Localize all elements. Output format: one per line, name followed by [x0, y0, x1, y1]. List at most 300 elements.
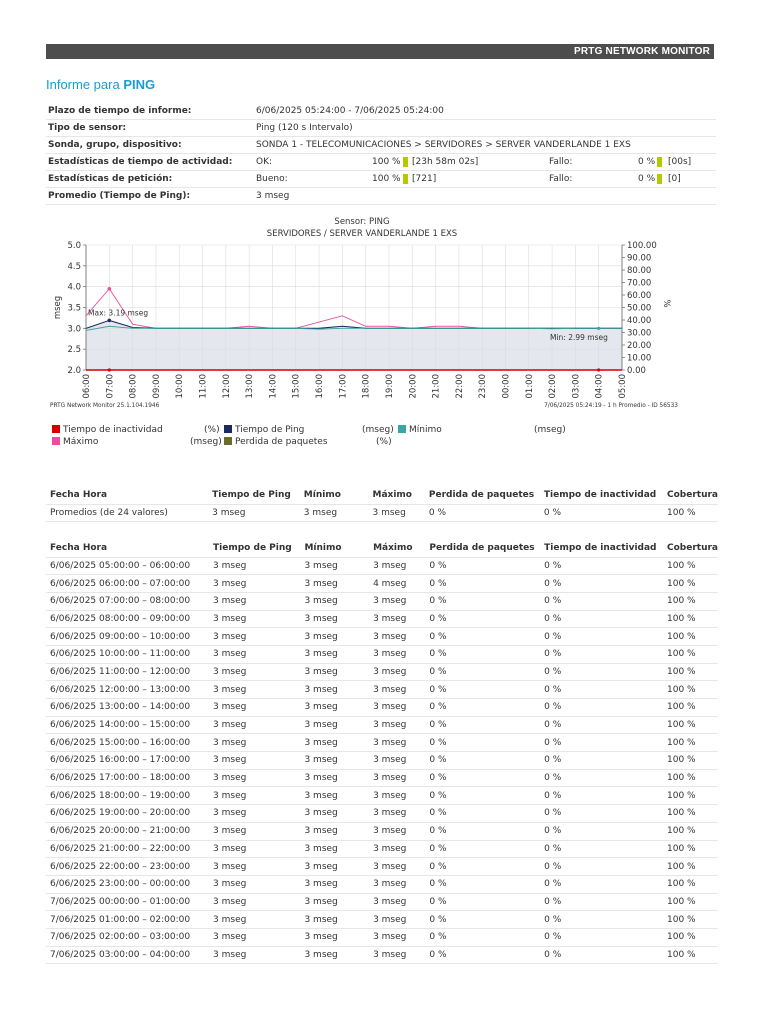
path-label: Sonda, grupo, dispositivo: — [48, 140, 182, 150]
chart-xtick-label: 11:00 — [198, 374, 209, 399]
table-cell: 3 mseg — [369, 699, 425, 717]
table-cell: 6/06/2025 14:00:00 – 15:00:00 — [46, 716, 209, 734]
table-cell: 0 % — [425, 592, 540, 610]
table-cell: 3 mseg — [300, 575, 369, 593]
table-cell: 3 mseg — [209, 610, 300, 628]
table-row — [46, 628, 718, 646]
table-cell: 100 % — [663, 557, 718, 575]
chart-point-downtime — [597, 368, 600, 371]
chart-xtick-label: 14:00 — [268, 374, 279, 399]
legend-swatch-packet-loss — [224, 437, 232, 445]
table-cell: 6/06/2025 07:00:00 – 08:00:00 — [46, 592, 209, 610]
chart-xtick-label: 20:00 — [408, 374, 419, 399]
summary-cell: 3 mseg — [208, 504, 300, 522]
legend-label-downtime: Tiempo de inactividad — [63, 425, 163, 435]
table-row — [46, 893, 718, 911]
info-row-requests — [46, 171, 716, 188]
chart-subtitle: SERVIDORES / SERVER VANDERLANDE 1 EXS — [266, 229, 458, 239]
summary-cell: 0 % — [540, 504, 663, 522]
uptime-fail-pct-wrap — [638, 154, 662, 171]
table-cell: 3 mseg — [369, 769, 425, 787]
summary-col-header: Cobertura — [663, 487, 718, 504]
table-cell: 3 mseg — [209, 787, 300, 805]
table-cell: 6/06/2025 12:00:00 – 13:00:00 — [46, 681, 209, 699]
hourly-col-header: Tiempo de Ping — [209, 540, 300, 557]
table-cell: 6/06/2025 20:00:00 – 21:00:00 — [46, 822, 209, 840]
table-cell: 100 % — [663, 787, 718, 805]
table-row — [46, 769, 718, 787]
request-good-pct: 100 % — [372, 174, 401, 184]
table-cell: 6/06/2025 17:00:00 – 18:00:00 — [46, 769, 209, 787]
table-cell: 0 % — [425, 946, 540, 964]
table-cell: 3 mseg — [300, 663, 369, 681]
table-cell: 6/06/2025 23:00:00 – 00:00:00 — [46, 875, 209, 893]
table-cell: 0 % — [425, 840, 540, 858]
table-cell: 3 mseg — [209, 858, 300, 876]
table-cell: 100 % — [663, 893, 718, 911]
table-cell: 100 % — [663, 681, 718, 699]
chart-point-downtime — [108, 368, 111, 371]
table-row — [46, 787, 718, 805]
hourly-header-row — [46, 540, 718, 557]
table-cell: 3 mseg — [300, 875, 369, 893]
table-cell: 3 mseg — [209, 928, 300, 946]
uptime-label: Estadísticas de tiempo de actividad: — [48, 157, 233, 167]
chart-ylabel-right: % — [661, 299, 671, 308]
table-cell: 0 % — [425, 575, 540, 593]
legend-item-packet-loss — [224, 437, 328, 447]
chart-ytick-right-label: 90.00 — [627, 253, 652, 264]
table-cell: 0 % — [540, 893, 663, 911]
table-cell: 0 % — [425, 805, 540, 823]
table-row — [46, 822, 718, 840]
table-cell: 0 % — [540, 840, 663, 858]
chart-footer-right: 7/06/2025 05:24:19 - 1 h Promedio - ID 56533 — [544, 403, 678, 409]
table-cell: 100 % — [663, 752, 718, 770]
table-row — [46, 699, 718, 717]
table-row — [46, 911, 718, 929]
table-cell: 3 mseg — [209, 875, 300, 893]
table-cell: 6/06/2025 11:00:00 – 12:00:00 — [46, 663, 209, 681]
table-row — [46, 557, 718, 575]
table-cell: 0 % — [540, 911, 663, 929]
table-cell: 3 mseg — [209, 575, 300, 593]
period-label: Plazo de tiempo de informe: — [48, 106, 192, 116]
table-row — [46, 875, 718, 893]
table-cell: 3 mseg — [209, 805, 300, 823]
chart-point-ping-max — [108, 319, 112, 323]
chart-footer-left: PRTG Network Monitor 25.1.104.1946 — [50, 403, 160, 409]
table-row — [46, 592, 718, 610]
uptime-fail-bar — [657, 157, 662, 167]
chart-xtick-label: 17:00 — [338, 374, 349, 399]
table-cell: 100 % — [663, 875, 718, 893]
table-cell: 3 mseg — [369, 592, 425, 610]
chart-xtick-label: 12:00 — [221, 374, 232, 399]
table-cell: 3 mseg — [300, 840, 369, 858]
summary-col-header: Tiempo de inactividad — [540, 487, 663, 504]
table-cell: 6/06/2025 06:00:00 – 07:00:00 — [46, 575, 209, 593]
table-cell: 0 % — [425, 628, 540, 646]
table-cell: 3 mseg — [369, 840, 425, 858]
table-cell: 3 mseg — [300, 592, 369, 610]
legend-item-ping — [224, 425, 304, 435]
summary-cell: 3 mseg — [368, 504, 424, 522]
chart-ytick-right-label: 40.00 — [627, 316, 652, 326]
table-cell: 100 % — [663, 822, 718, 840]
legend-unit-downtime: (%) — [204, 425, 220, 435]
chart-ytick-label: 3.0 — [67, 324, 81, 335]
table-cell: 3 mseg — [209, 645, 300, 663]
table-cell: 3 mseg — [369, 911, 425, 929]
table-cell: 6/06/2025 10:00:00 – 11:00:00 — [46, 645, 209, 663]
table-cell: 0 % — [540, 858, 663, 876]
hourly-col-header: Tiempo de inactividad — [540, 540, 663, 557]
table-cell: 3 mseg — [369, 787, 425, 805]
summary-row — [46, 504, 718, 522]
legend-label-ping: Tiempo de Ping — [235, 425, 305, 435]
chart-ytick-right-label: 80.00 — [627, 266, 652, 276]
request-fail-pct-wrap — [638, 171, 662, 188]
table-cell: 0 % — [425, 752, 540, 770]
report-title — [46, 77, 155, 92]
legend-swatch-max — [52, 437, 60, 445]
table-cell: 0 % — [540, 716, 663, 734]
chart-ytick-label: 5.0 — [67, 241, 81, 251]
hourly-col-header: Perdida de paquetes — [425, 540, 540, 557]
table-cell: 3 mseg — [369, 822, 425, 840]
chart-xtick-label: 09:00 — [151, 374, 162, 399]
table-cell: 100 % — [663, 699, 718, 717]
table-cell: 3 mseg — [209, 946, 300, 964]
request-fail-label: Fallo: — [549, 174, 573, 184]
table-cell: 100 % — [663, 610, 718, 628]
table-cell: 0 % — [425, 716, 540, 734]
table-cell: 6/06/2025 19:00:00 – 20:00:00 — [46, 805, 209, 823]
table-cell: 0 % — [425, 911, 540, 929]
table-cell: 100 % — [663, 769, 718, 787]
table-row — [46, 928, 718, 946]
table-cell: 7/06/2025 01:00:00 – 02:00:00 — [46, 911, 209, 929]
table-cell: 3 mseg — [369, 752, 425, 770]
hourly-col-header: Mínimo — [300, 540, 369, 557]
table-row — [46, 805, 718, 823]
uptime-fail-label: Fallo: — [549, 157, 573, 167]
chart-ytick-right-label: 20.00 — [627, 341, 652, 351]
avg-label: Promedio (Tiempo de Ping): — [48, 191, 191, 201]
table-cell: 0 % — [540, 875, 663, 893]
table-cell: 3 mseg — [209, 716, 300, 734]
table-cell: 3 mseg — [369, 716, 425, 734]
table-cell: 100 % — [663, 575, 718, 593]
table-cell: 0 % — [425, 787, 540, 805]
chart-point-min — [597, 327, 600, 330]
chart-ytick-label: 2.0 — [67, 366, 81, 376]
period-value: 6/06/2025 05:24:00 - 7/06/2025 05:24:00 — [256, 106, 444, 116]
hourly-table — [46, 540, 718, 964]
table-cell: 7/06/2025 02:00:00 – 03:00:00 — [46, 928, 209, 946]
table-row — [46, 610, 718, 628]
table-cell: 3 mseg — [209, 893, 300, 911]
table-cell: 3 mseg — [300, 716, 369, 734]
table-cell: 0 % — [425, 681, 540, 699]
hourly-col-header: Máximo — [369, 540, 425, 557]
table-cell: 0 % — [540, 752, 663, 770]
table-cell: 0 % — [540, 699, 663, 717]
chart-xtick-label: 07:00 — [105, 374, 116, 399]
request-fail-count: [0] — [668, 174, 681, 184]
table-cell: 0 % — [540, 663, 663, 681]
request-fail-pct: 0 % — [638, 174, 656, 184]
table-cell: 3 mseg — [369, 928, 425, 946]
chart-xtick-label: 19:00 — [384, 374, 395, 399]
chart-xtick-label: 23:00 — [478, 374, 489, 399]
legend-swatch-ping — [224, 425, 232, 433]
table-cell: 3 mseg — [209, 681, 300, 699]
chart-point-max — [108, 287, 112, 291]
table-cell: 3 mseg — [300, 787, 369, 805]
summary-col-header: Fecha Hora — [46, 487, 208, 504]
summary-col-header: Máximo — [368, 487, 424, 504]
table-cell: 3 mseg — [300, 557, 369, 575]
uptime-fail-time: [00s] — [668, 157, 692, 167]
table-row — [46, 734, 718, 752]
chart-xtick-label: 00:00 — [501, 374, 512, 399]
table-cell: 3 mseg — [209, 752, 300, 770]
table-row — [46, 946, 718, 964]
table-cell: 3 mseg — [300, 610, 369, 628]
table-cell: 3 mseg — [209, 840, 300, 858]
table-cell: 0 % — [425, 893, 540, 911]
chart-xtick-label: 22:00 — [454, 374, 465, 399]
table-cell: 0 % — [425, 699, 540, 717]
table-cell: 3 mseg — [300, 628, 369, 646]
table-cell: 6/06/2025 15:00:00 – 16:00:00 — [46, 734, 209, 752]
table-cell: 3 mseg — [300, 805, 369, 823]
table-cell: 3 mseg — [369, 645, 425, 663]
table-cell: 3 mseg — [369, 946, 425, 964]
info-row-average — [46, 188, 716, 205]
table-cell: 3 mseg — [209, 592, 300, 610]
table-cell: 6/06/2025 18:00:00 – 19:00:00 — [46, 787, 209, 805]
chart-ytick-right-label: 100.00 — [627, 241, 657, 251]
table-cell: 100 % — [663, 928, 718, 946]
summary-cell: Promedios (de 24 valores) — [46, 504, 208, 522]
path-value: SONDA 1 - TELECOMUNICACIONES > SERVIDORES > SERVER VANDERLANDE 1 EXS — [256, 140, 631, 150]
table-cell: 3 mseg — [369, 858, 425, 876]
table-row — [46, 752, 718, 770]
table-cell: 3 mseg — [369, 893, 425, 911]
summary-col-header: Perdida de paquetes — [425, 487, 540, 504]
table-cell: 100 % — [663, 716, 718, 734]
table-cell: 3 mseg — [369, 681, 425, 699]
info-row-period — [46, 103, 716, 120]
legend-unit-packet-loss: (%) — [376, 437, 392, 447]
table-cell: 0 % — [540, 928, 663, 946]
table-cell: 3 mseg — [369, 805, 425, 823]
table-cell: 3 mseg — [300, 911, 369, 929]
legend-unit-min: (mseg) — [534, 425, 566, 435]
chart-ytick-right-label: 60.00 — [627, 291, 652, 301]
table-cell: 3 mseg — [300, 928, 369, 946]
info-row-path — [46, 137, 716, 154]
table-cell: 3 mseg — [300, 681, 369, 699]
table-row — [46, 645, 718, 663]
chart-ytick-right-label: 50.00 — [627, 303, 652, 314]
chart-ylabel: mseg — [53, 295, 63, 320]
chart-legend — [52, 425, 612, 449]
table-row — [46, 681, 718, 699]
table-cell: 0 % — [540, 592, 663, 610]
request-good-count: [721] — [412, 174, 437, 184]
table-cell: 3 mseg — [300, 752, 369, 770]
request-good-bar — [403, 174, 408, 184]
table-cell: 3 mseg — [209, 911, 300, 929]
chart-ytick-right-label: 70.00 — [627, 278, 652, 289]
chart-xtick-label: 01:00 — [524, 374, 535, 399]
table-cell: 0 % — [540, 628, 663, 646]
chart-ytick-label: 4.0 — [67, 282, 81, 293]
table-cell: 6/06/2025 21:00:00 – 22:00:00 — [46, 840, 209, 858]
table-cell: 100 % — [663, 858, 718, 876]
table-cell: 3 mseg — [300, 699, 369, 717]
sensor-type-value: Ping (120 s Intervalo) — [256, 123, 353, 133]
table-row — [46, 575, 718, 593]
table-cell: 100 % — [663, 911, 718, 929]
chart-ytick-label: 2.5 — [67, 345, 81, 356]
table-cell: 100 % — [663, 592, 718, 610]
table-cell: 0 % — [540, 822, 663, 840]
table-cell: 7/06/2025 00:00:00 – 01:00:00 — [46, 893, 209, 911]
request-good-label: Bueno: — [256, 174, 288, 184]
table-cell: 0 % — [425, 663, 540, 681]
table-cell: 100 % — [663, 663, 718, 681]
table-cell: 3 mseg — [209, 557, 300, 575]
table-cell: 3 mseg — [369, 734, 425, 752]
legend-item-downtime — [52, 425, 163, 435]
table-cell: 0 % — [425, 858, 540, 876]
table-cell: 3 mseg — [369, 875, 425, 893]
legend-item-min — [398, 425, 442, 435]
summary-col-header: Tiempo de Ping — [208, 487, 300, 504]
hourly-col-header: Fecha Hora — [46, 540, 209, 557]
table-cell: 3 mseg — [369, 628, 425, 646]
uptime-ok-time: [23h 58m 02s] — [412, 157, 479, 167]
request-good-pct-wrap — [372, 171, 408, 188]
table-cell: 4 mseg — [369, 575, 425, 593]
table-cell: 0 % — [425, 557, 540, 575]
legend-item-max — [52, 437, 98, 447]
chart-xtick-label: 06:00 — [82, 374, 92, 399]
legend-swatch-downtime — [52, 425, 60, 433]
summary-cell: 0 % — [425, 504, 540, 522]
chart-ytick-label: 3.5 — [67, 303, 81, 314]
ping-chart — [46, 214, 718, 414]
chart-xtick-label: 10:00 — [175, 374, 186, 399]
report-info — [46, 103, 716, 205]
chart-series-max — [86, 289, 622, 329]
table-cell: 3 mseg — [300, 822, 369, 840]
summary-table — [46, 487, 718, 522]
table-cell: 0 % — [540, 805, 663, 823]
legend-unit-max: (mseg) — [190, 437, 222, 447]
table-cell: 3 mseg — [209, 734, 300, 752]
table-cell: 0 % — [540, 734, 663, 752]
chart-title: Sensor: PING — [334, 217, 390, 227]
table-cell: 0 % — [425, 645, 540, 663]
table-row — [46, 716, 718, 734]
legend-label-packet-loss: Perdida de paquetes — [235, 437, 328, 447]
info-row-uptime — [46, 154, 716, 171]
table-cell: 0 % — [540, 787, 663, 805]
summary-col-header: Mínimo — [300, 487, 369, 504]
chart-xtick-label: 05:00 — [618, 374, 628, 399]
summary-cell: 100 % — [663, 504, 718, 522]
brand-bar — [46, 44, 714, 59]
table-cell: 100 % — [663, 628, 718, 646]
table-cell: 3 mseg — [300, 858, 369, 876]
table-cell: 100 % — [663, 946, 718, 964]
legend-label-min: Mínimo — [409, 425, 442, 435]
table-cell: 0 % — [540, 946, 663, 964]
table-cell: 100 % — [663, 734, 718, 752]
table-cell: 3 mseg — [300, 645, 369, 663]
chart-xtick-label: 04:00 — [594, 374, 605, 399]
table-row — [46, 663, 718, 681]
summary-cell: 3 mseg — [300, 504, 369, 522]
table-cell: 100 % — [663, 805, 718, 823]
table-cell: 6/06/2025 05:00:00 – 06:00:00 — [46, 557, 209, 575]
table-cell: 0 % — [425, 928, 540, 946]
brand-title: PRTG NETWORK MONITOR — [573, 46, 710, 57]
table-cell: 3 mseg — [209, 699, 300, 717]
report-title-prefix: Informe para — [46, 77, 120, 92]
table-cell: 6/06/2025 08:00:00 – 09:00:00 — [46, 610, 209, 628]
request-label: Estadísticas de petición: — [48, 174, 173, 184]
chart-ytick-right-label: 0.00 — [627, 366, 646, 376]
table-cell: 3 mseg — [369, 663, 425, 681]
chart-ytick-right-label: 30.00 — [627, 328, 652, 339]
chart-xtick-label: 15:00 — [291, 374, 302, 399]
table-row — [46, 858, 718, 876]
chart-xtick-label: 21:00 — [431, 374, 442, 399]
table-cell: 3 mseg — [300, 734, 369, 752]
table-cell: 0 % — [540, 610, 663, 628]
legend-swatch-min — [398, 425, 406, 433]
request-fail-bar — [657, 174, 662, 184]
table-cell: 7/06/2025 03:00:00 – 04:00:00 — [46, 946, 209, 964]
table-cell: 3 mseg — [300, 893, 369, 911]
report-title-sensor: PING — [123, 77, 156, 92]
table-cell: 3 mseg — [300, 769, 369, 787]
avg-value: 3 mseg — [256, 191, 290, 201]
chart-ytick-right-label: 10.00 — [627, 353, 652, 364]
uptime-ok-pct-wrap — [372, 154, 408, 171]
table-cell: 0 % — [425, 610, 540, 628]
chart-xtick-label: 02:00 — [548, 373, 559, 399]
table-cell: 3 mseg — [209, 769, 300, 787]
chart-xtick-label: 08:00 — [128, 374, 139, 399]
table-cell: 0 % — [425, 734, 540, 752]
table-cell: 0 % — [540, 557, 663, 575]
chart-annotation-max: Max: 3.19 mseg — [88, 308, 149, 318]
chart-ytick-label: 4.5 — [67, 261, 81, 272]
chart-series-ping — [86, 320, 622, 328]
chart-xtick-label: 13:00 — [245, 374, 256, 399]
sensor-type-label: Tipo de sensor: — [48, 123, 127, 133]
info-row-sensor-type — [46, 120, 716, 137]
summary-header-row — [46, 487, 718, 504]
